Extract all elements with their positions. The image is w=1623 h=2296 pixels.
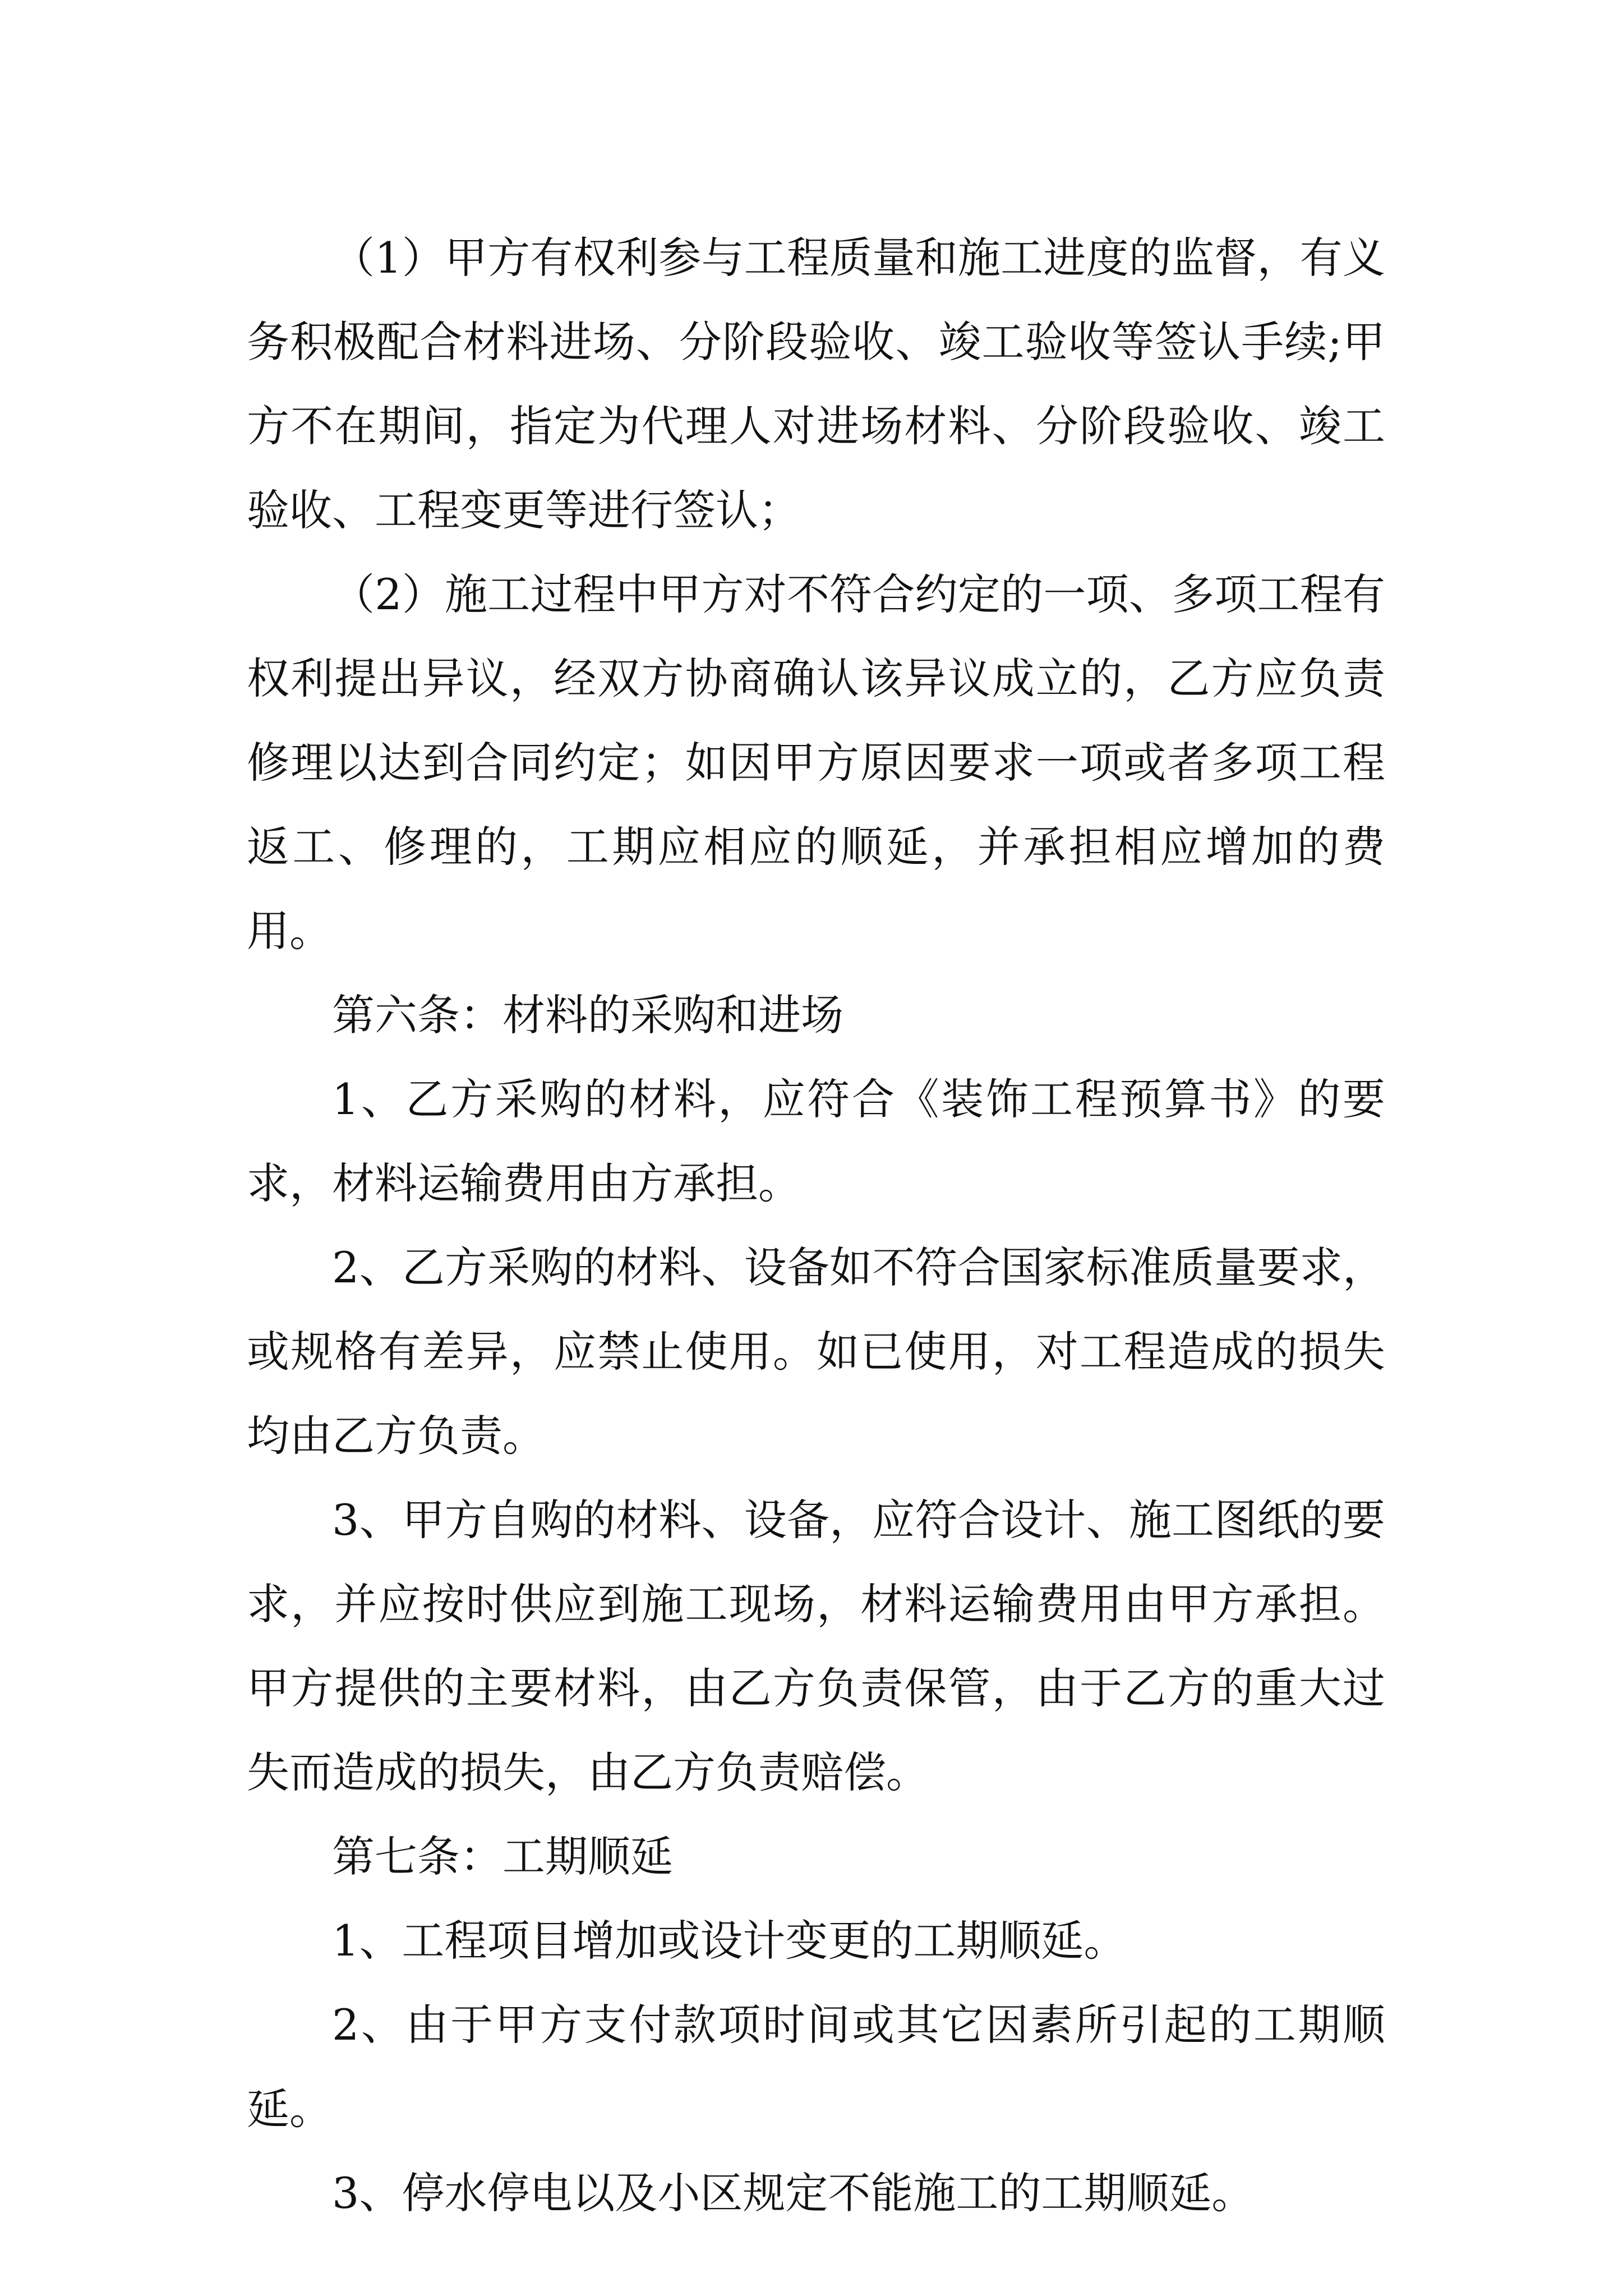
document-body	[247, 216, 1385, 2235]
article-seven-heading: 第七条：工期顺延	[332, 1832, 673, 1881]
article-seven-item-3: 3、停水停电以及小区规定不能施工的工期顺延。	[332, 2168, 1255, 2218]
article-six-item-1: 1、乙方采购的材料，应符合《装饰工程预算书》的要求，材料运输费用由方承担。	[247, 1074, 1385, 1208]
article-six-item-2: 2、乙方采购的材料、设备如不符合国家标准质量要求，或规格有差异，应禁止使用。如已使用，对工程造成的损失均由乙方负责。	[247, 1243, 1385, 1461]
article-seven-item-1: 1、工程项目增加或设计变更的工期顺延。	[332, 1916, 1127, 1966]
article-six-item-3: 3、甲方自购的材料、设备，应符合设计、施工图纸的要求，并应按时供应到施工现场，材料运输费用由甲方承担。甲方提供的主要材料，由乙方负责保管，由于乙方的重大过失而造成的损失，由乙方负责赔偿。	[247, 1495, 1385, 1797]
article-six-heading: 第六条：材料的采购和进场	[332, 990, 843, 1040]
paragraph-party-a-supervision: （1）甲方有权利参与工程质量和施工进度的监督，有义务积极配合材料进场、分阶段验收、竣工验收等签认手续;甲方不在期间，指定为代理人对进场材料、分阶段验收、竣工验收、工程变更等进行签认；	[247, 233, 1385, 535]
article-seven-item-2: 2、由于甲方支付款项时间或其它因素所引起的工期顺延。	[247, 2000, 1385, 2134]
paragraph-party-a-objection: （2）施工过程中甲方对不符合约定的一项、多项工程有权利提出异议，经双方协商确认该异议成立的，乙方应负责修理以达到合同约定；如因甲方原因要求一项或者多项工程返工、修理的，工期应相应的顺延，并承担相应增加的费用。	[247, 569, 1385, 956]
